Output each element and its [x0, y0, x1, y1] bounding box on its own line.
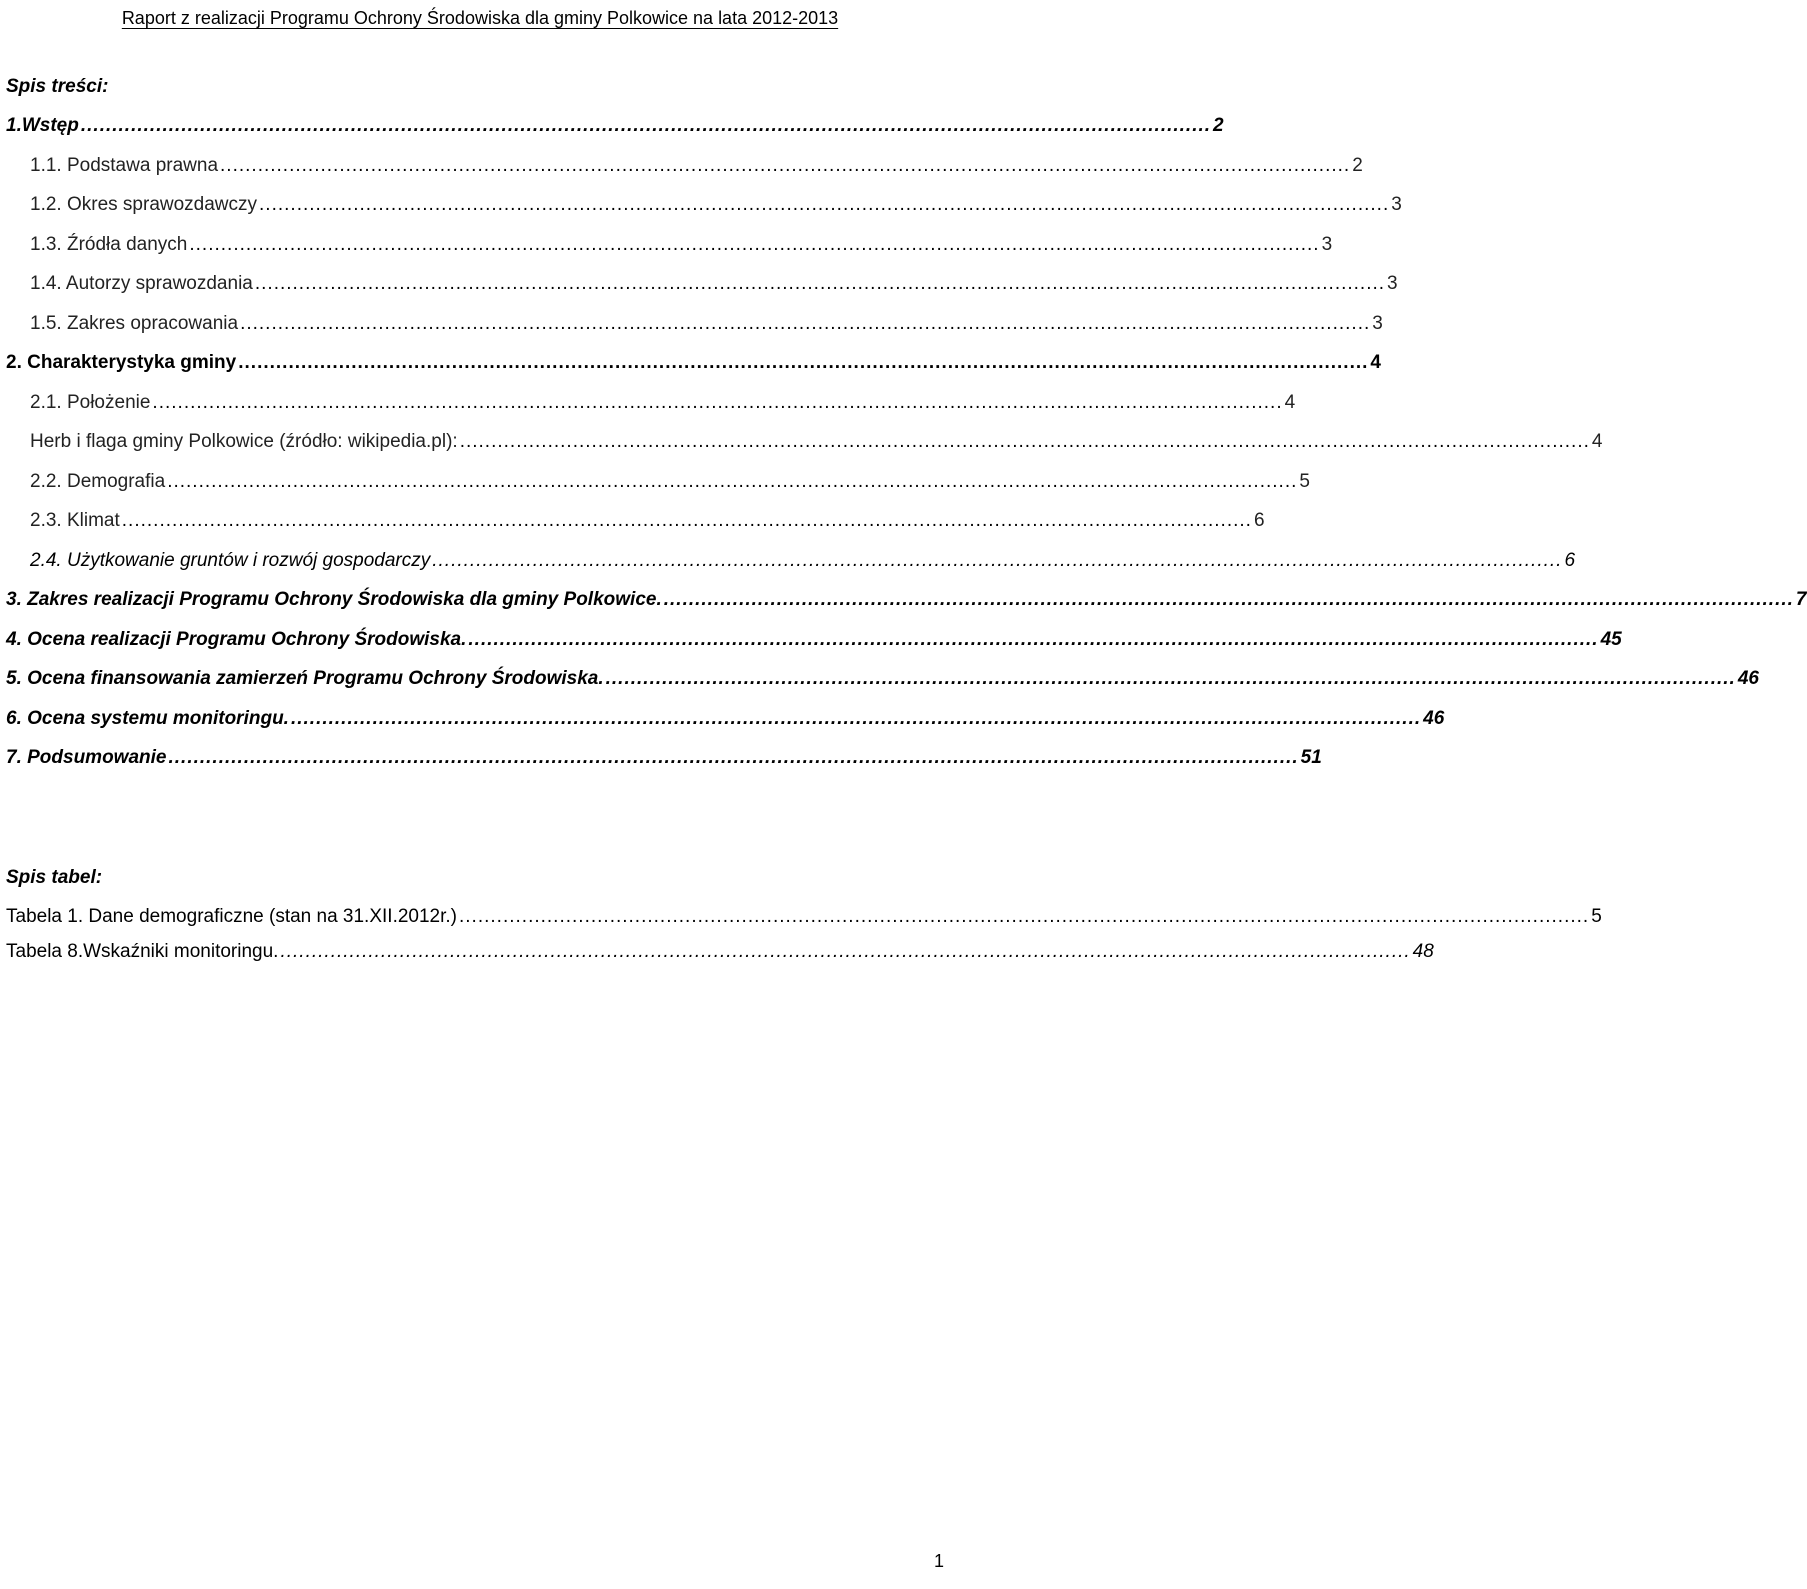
header-title: Raport z realizacji Programu Ochrony Środowiska dla gminy Polkowice na lata 2012-2013: [121, 7, 839, 28]
dot-leader: ....................................................................................................................................................................................: [254, 273, 1386, 294]
dot-leader: ....................................................................................................................................................................................: [152, 392, 1283, 413]
tables-list-heading: Spis tabel:: [6, 867, 103, 888]
toc-entry[interactable]: 4. Ocena realizacji Programu Ochrony Środowiska. .................................................................................................................................................................................... 45: [6, 629, 1622, 650]
table-list-entry[interactable]: Tabela 1. Dane demograficzne (stan na 31.XII.2012r.) .................................................................................................................................................................................... 5: [6, 906, 1602, 927]
toc-entry[interactable]: 1.3. Źródła danych .................................................................................................................................................................................... 3: [30, 234, 1333, 255]
dot-leader: ....................................................................................................................................................................................: [121, 510, 1252, 531]
toc-entry[interactable]: 1.Wstęp .................................................................................................................................................................................... 2: [6, 115, 1224, 136]
toc-entry[interactable]: 1.4. Autorzy sprawozdania .................................................................................................................................................................................... 3: [30, 273, 1398, 294]
table-list-entry[interactable]: Tabela 8.Wskaźniki monitoringu. .................................................................................................................................................................................... 48: [6, 941, 1434, 962]
dot-leader: ....................................................................................................................................................................................: [663, 589, 1794, 610]
dot-leader: ....................................................................................................................................................................................: [167, 471, 1298, 492]
toc-entry[interactable]: 3. Zakres realizacji Programu Ochrony Środowiska dla gminy Polkowice. .................................................................................................................................................................................... 7: [6, 589, 1807, 610]
toc-entry[interactable]: 2.2. Demografia .................................................................................................................................................................................... 5: [30, 471, 1310, 492]
toc-entry[interactable]: 6. Ocena systemu monitoringu. .................................................................................................................................................................................... 46: [6, 708, 1445, 729]
toc-entry[interactable]: Herb i flaga gminy Polkowice (źródło: wikipedia.pl): .................................................................................................................................................................................... 4: [30, 431, 1603, 452]
toc-entry[interactable]: 5. Ocena finansowania zamierzeń Programu Ochrony Środowiska. .................................................................................................................................................................................... 46: [6, 668, 1759, 689]
dot-leader: ....................................................................................................................................................................................: [605, 668, 1736, 689]
dot-leader: ....................................................................................................................................................................................: [280, 941, 1411, 962]
toc-entry[interactable]: 2. Charakterystyka gminy .................................................................................................................................................................................... 4: [6, 352, 1381, 373]
toc-entry[interactable]: 2.4. Użytkowanie gruntów i rozwój gospodarczy .................................................................................................................................................................................... 6: [30, 550, 1576, 571]
toc-entry[interactable]: 1.1. Podstawa prawna .................................................................................................................................................................................... 2: [30, 155, 1363, 176]
dot-leader: ....................................................................................................................................................................................: [459, 906, 1590, 927]
dot-leader: ....................................................................................................................................................................................: [240, 313, 1371, 334]
page-header: [0, 0, 960, 36]
toc-entry[interactable]: 1.5. Zakres opracowania .................................................................................................................................................................................... 3: [30, 313, 1383, 334]
dot-leader: ....................................................................................................................................................................................: [459, 431, 1590, 452]
toc-entry[interactable]: 2.3. Klimat .................................................................................................................................................................................... 6: [30, 510, 1265, 531]
toc-entry[interactable]: 1.2. Okres sprawozdawczy .................................................................................................................................................................................... 3: [30, 194, 1402, 215]
dot-leader: ....................................................................................................................................................................................: [290, 708, 1422, 729]
dot-leader: ....................................................................................................................................................................................: [220, 155, 1351, 176]
page-number: 1: [933, 1551, 944, 1571]
dot-leader: ....................................................................................................................................................................................: [189, 234, 1320, 255]
dot-leader: ....................................................................................................................................................................................: [80, 115, 1212, 136]
toc-entry[interactable]: 7. Podsumowanie .................................................................................................................................................................................... 51: [6, 747, 1322, 768]
dot-leader: ....................................................................................................................................................................................: [432, 550, 1563, 571]
dot-leader: ....................................................................................................................................................................................: [168, 747, 1299, 768]
dot-leader: ....................................................................................................................................................................................: [259, 194, 1390, 215]
dot-leader: ....................................................................................................................................................................................: [468, 629, 1599, 650]
toc-heading: Spis treści:: [6, 76, 109, 97]
toc-entry[interactable]: 2.1. Położenie .................................................................................................................................................................................... 4: [30, 392, 1296, 413]
dot-leader: ....................................................................................................................................................................................: [238, 352, 1369, 373]
